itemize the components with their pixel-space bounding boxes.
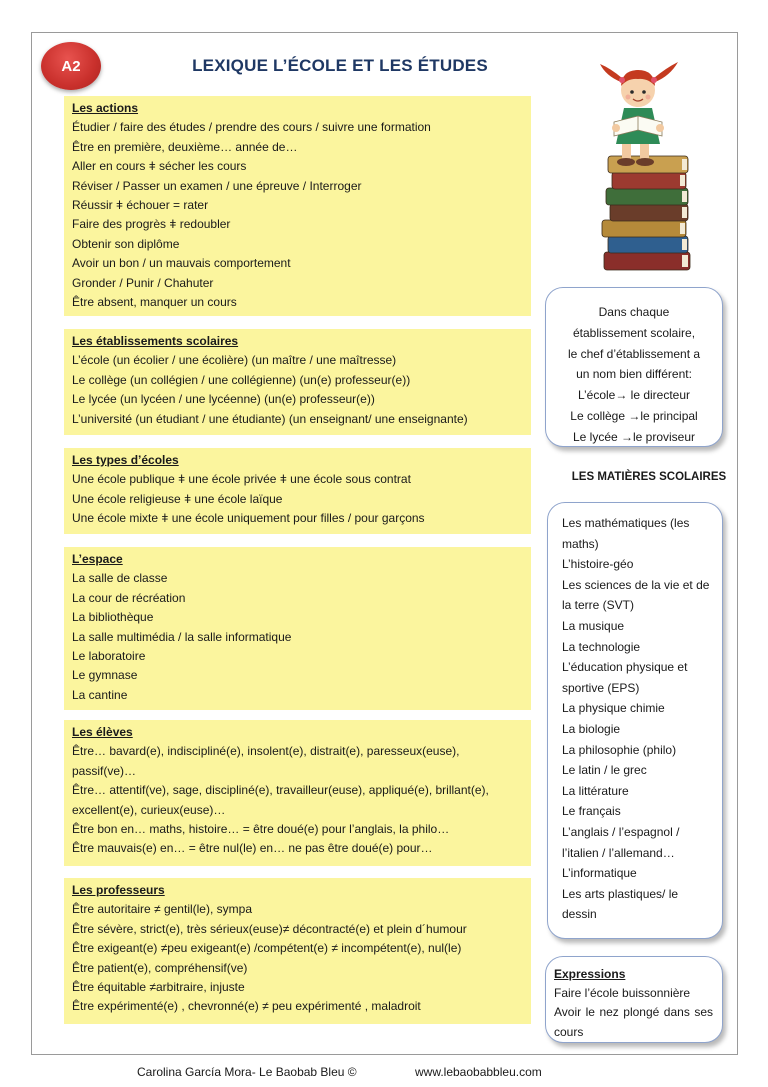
vocab-line: L’école (un écolier / une écolière) (un maître / une maîtresse) xyxy=(72,353,397,368)
vocab-line: Être patient(e), compréhensif(ve) xyxy=(72,960,248,975)
subject-item: Le français xyxy=(562,804,621,819)
subject-item: La biologie xyxy=(562,721,621,736)
info-box-chef-etablissement xyxy=(545,287,723,447)
subject-item: La physique chimie xyxy=(562,701,665,716)
subject-item: L’éducation physique et sportive (EPS) xyxy=(562,660,688,695)
vocab-line: Une école religieuse ǂ une école laïque xyxy=(72,491,283,506)
vocab-line: L’université (un étudiant / une étudiante) (un enseignant/ une enseignante) xyxy=(72,411,468,426)
subject-item: L’informatique xyxy=(562,866,637,881)
section-actions xyxy=(64,96,531,316)
vocab-line: Réviser / Passer un examen / une épreuve / Interroger xyxy=(72,178,362,193)
vocab-line: Aller en cours ǂ sécher les cours xyxy=(72,159,247,174)
vocab-line: La bibliothèque xyxy=(72,610,154,625)
vocab-line: Être… attentif(ve), sage, discipliné(e), travailleur(euse), appliqué(e), brillant(e), excellent(e), curieux(euse)… xyxy=(72,783,489,817)
vocab-line: Une école mixte ǂ une école uniquement pour filles / pour garçons xyxy=(72,511,425,526)
vocab-line: Le laboratoire xyxy=(72,649,146,664)
section-etablissements xyxy=(64,329,531,435)
vocab-line: Avoir un bon / un mauvais comportement xyxy=(72,256,291,271)
vocab-line: Gronder / Punir / Chahuter xyxy=(72,275,214,290)
section-heading: Les élèves xyxy=(72,725,133,739)
vocab-line: Le gymnase xyxy=(72,668,138,683)
vocab-line: La salle multimédia / la salle informatique xyxy=(72,629,292,644)
vocab-line: Être sévère, strict(e), très sérieux(euse)≠ décontracté(e) et plein d´humour xyxy=(72,921,467,936)
subject-item: Les sciences de la vie et de la terre (SVT) xyxy=(562,577,710,613)
expression-item: Avoir le nez plongé dans ses cours xyxy=(554,1005,713,1039)
subject-item: L’anglais / l’espagnol / l’italien / l’allemand… xyxy=(562,824,680,860)
subject-item: Le latin / le grec xyxy=(562,763,647,778)
vocab-line: Être absent, manquer un cours xyxy=(72,295,237,310)
vocab-line: Réussir ǂ échouer = rater xyxy=(72,198,209,213)
info-line: établissement scolaire, xyxy=(572,325,696,340)
subjects-box xyxy=(547,502,723,939)
section-heading: Les professeurs xyxy=(72,883,165,897)
girl-reading-on-books-icon xyxy=(592,52,700,282)
subject-item: La musique xyxy=(562,618,625,633)
vocab-line: Être équitable ≠arbitraire, injuste xyxy=(72,980,245,995)
section-professeurs xyxy=(64,878,531,1024)
section-eleves xyxy=(64,720,531,866)
vocab-line: Une école publique ǂ une école privée ǂ une école sous contrat xyxy=(72,472,411,487)
section-heading: Les actions xyxy=(72,101,139,115)
vocab-line: Étudier / faire des études / prendre des cours / suivre une formation xyxy=(72,120,431,135)
subject-item: La littérature xyxy=(562,783,629,798)
section-espace xyxy=(64,547,531,710)
vocab-line: Être… bavard(e), indiscipliné(e), insolent(e), distrait(e), paresseux(euse), passif(ve)… xyxy=(72,744,460,778)
level-badge: A2 xyxy=(41,42,101,90)
vocab-line: La cour de récréation xyxy=(72,590,186,605)
section-heading: Les types d’écoles xyxy=(72,453,179,467)
vocab-line: La salle de classe xyxy=(72,571,168,586)
info-line: Le lycée →le proviseur xyxy=(572,429,696,444)
vocab-line: Être expérimenté(e) , chevronné(e) ≠ peu expérimenté , maladroit xyxy=(72,999,421,1014)
section-types-ecoles xyxy=(64,448,531,534)
vocab-line: Le collège (un collégien / une collégienne) (un(e) professeur(e)) xyxy=(72,372,411,387)
subject-item: Les arts plastiques/ le dessin xyxy=(562,886,679,922)
subjects-title: LES MATIÈRES SCOLAIRES xyxy=(571,471,727,483)
vocab-line: Le lycée (un lycéen / une lycéenne) (un(e) professeur(e)) xyxy=(72,392,375,407)
footer-author: Carolina García Mora- Le Baobab Bleu © xyxy=(137,1065,357,1079)
info-line: Dans chaque xyxy=(598,305,670,319)
vocab-line: Obtenir son diplôme xyxy=(72,236,180,251)
info-line: L’école→ le directeur xyxy=(577,388,691,403)
info-line: le chef d’établissement a xyxy=(567,346,701,361)
vocab-line: Être en première, deuxième… année de… xyxy=(72,139,298,154)
expressions-heading: Expressions xyxy=(554,967,626,981)
subject-item: L’histoire-géo xyxy=(562,557,634,572)
section-heading: L’espace xyxy=(72,552,123,566)
vocab-line: La cantine xyxy=(72,687,128,702)
info-line: un nom bien différent: xyxy=(576,367,692,382)
vocab-line: Être autoritaire ≠ gentil(le), sympa xyxy=(72,902,252,917)
subject-item: La technologie xyxy=(562,639,641,654)
vocab-line: Faire des progrès ǂ redoubler xyxy=(72,217,231,232)
expressions-box xyxy=(545,956,723,1043)
vocab-line: Être exigeant(e) ≠peu exigeant(e) /compétent(e) ≠ incompétent(e), nul(le) xyxy=(72,941,462,956)
section-heading: Les établissements scolaires xyxy=(72,334,239,348)
info-line: Le collège →le principal xyxy=(570,408,698,423)
subject-item: La philosophie (philo) xyxy=(562,742,677,757)
expression-item: Faire l’école buissonnière xyxy=(554,986,691,1001)
page-title: LEXIQUE L’ÉCOLE ET LES ÉTUDES xyxy=(192,56,488,75)
footer-website[interactable]: www.lebaobabbleu.com xyxy=(415,1065,542,1079)
vocab-line: Être mauvais(e) en… = être nul(le) en… ne pas être doué(e) pour… xyxy=(72,841,433,856)
subject-item: Les mathématiques (les maths) xyxy=(562,516,690,551)
vocab-line: Être bon en… maths, histoire… = être doué(e) pour l’anglais, la philo… xyxy=(72,822,450,837)
